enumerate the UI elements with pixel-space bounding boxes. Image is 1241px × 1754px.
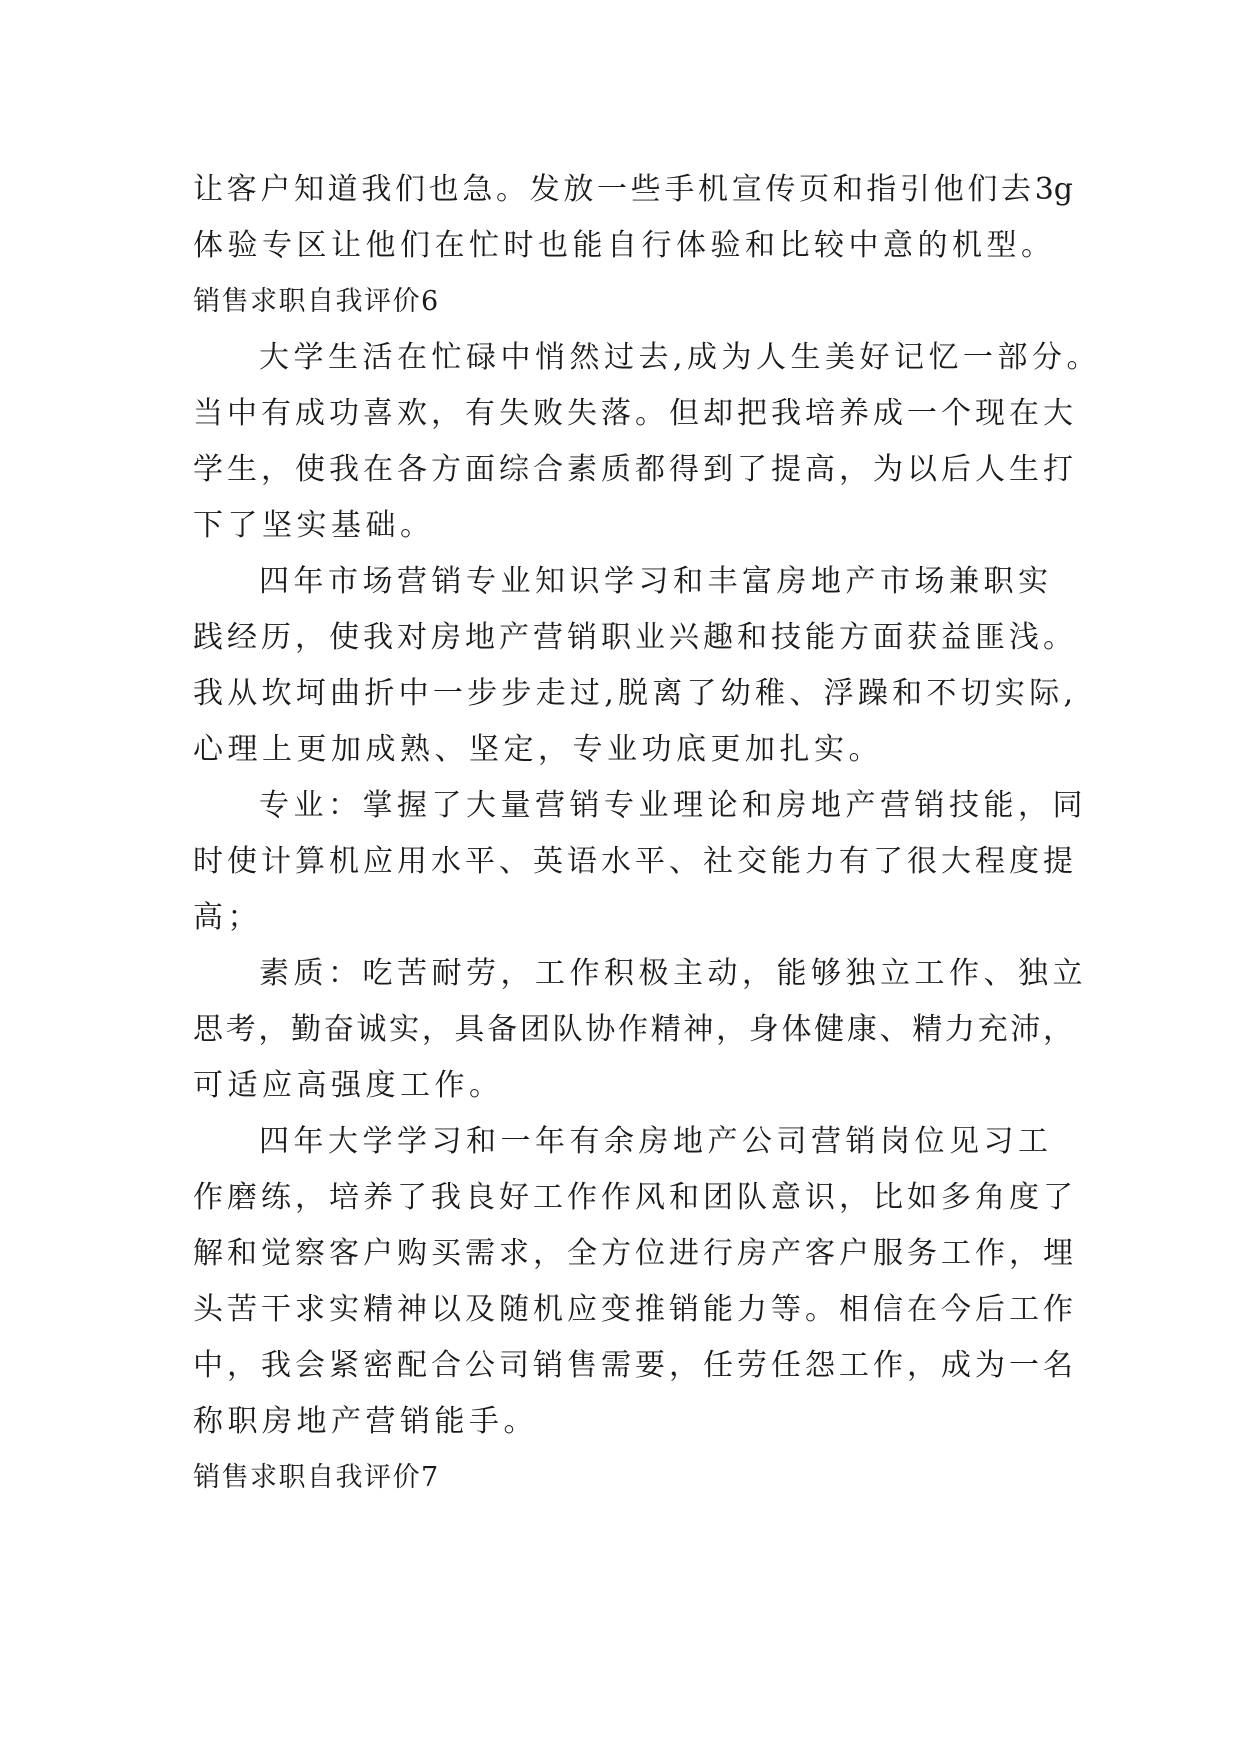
- text-line: 解和觉察客户购买需求，全方位进行房产客户服务工作，埋: [193, 1236, 1073, 1271]
- paragraph-first-line: 专业：掌握了大量营销专业理论和房地产营销技能，同: [259, 788, 1087, 823]
- paragraph-first-line: 素质：吃苦耐劳，工作积极主动，能够独立工作、独立: [259, 956, 1087, 991]
- text-line: 心理上更加成熟、坚定，专业功底更加扎实。: [193, 732, 883, 767]
- text-line: 让客户知道我们也急。发放一些手机宣传页和指引他们去3g: [193, 172, 1073, 207]
- paragraph-first-line: 四年市场营销专业知识学习和丰富房地产市场兼职实: [259, 564, 1053, 599]
- text-line: 称职房地产营销能手。: [193, 1404, 538, 1439]
- text-line: 中，我会紧密配合公司销售需要，任劳任怨工作，成为一名: [193, 1348, 1073, 1383]
- text-line: 时使计算机应用水平、英语水平、社交能力有了很大程度提: [193, 844, 1073, 879]
- text-line: 可适应高强度工作。: [193, 1068, 504, 1103]
- text-line: 高；: [193, 900, 262, 935]
- text-line: 当中有成功喜欢，有失败失落。但却把我培养成一个现在大: [193, 396, 1073, 431]
- document-body: [193, 162, 1102, 1506]
- text-line: 践经历，使我对房地产营销职业兴趣和技能方面获益匪浅。: [193, 620, 1073, 655]
- text-line: 体验专区让他们在忙时也能自行体验和比较中意的机型。: [193, 228, 1056, 263]
- paragraph-first-line: 大学生活在忙碌中悄然过去,成为人生美好记忆一部分。: [259, 340, 1102, 375]
- section-heading: 销售求职自我评价6: [193, 286, 440, 317]
- text-line: 学生，使我在各方面综合素质都得到了提高，为以后人生打: [193, 452, 1073, 487]
- text-line: 作磨练，培养了我良好工作作风和团队意识，比如多角度了: [193, 1180, 1073, 1215]
- paragraph-first-line: 四年大学学习和一年有余房地产公司营销岗位见习工: [259, 1124, 1053, 1159]
- text-line: 头苦干求实精神以及随机应变推销能力等。相信在今后工作: [193, 1292, 1073, 1327]
- text-line: 下了坚实基础。: [193, 508, 435, 543]
- section-heading: 销售求职自我评价7: [193, 1462, 440, 1493]
- text-line: 我从坎坷曲折中一步步走过,脱离了幼稚、浮躁和不切实际,: [193, 676, 1073, 711]
- text-line: 思考，勤奋诚实，具备团队协作精神，身体健康、精力充沛，: [193, 1012, 1073, 1047]
